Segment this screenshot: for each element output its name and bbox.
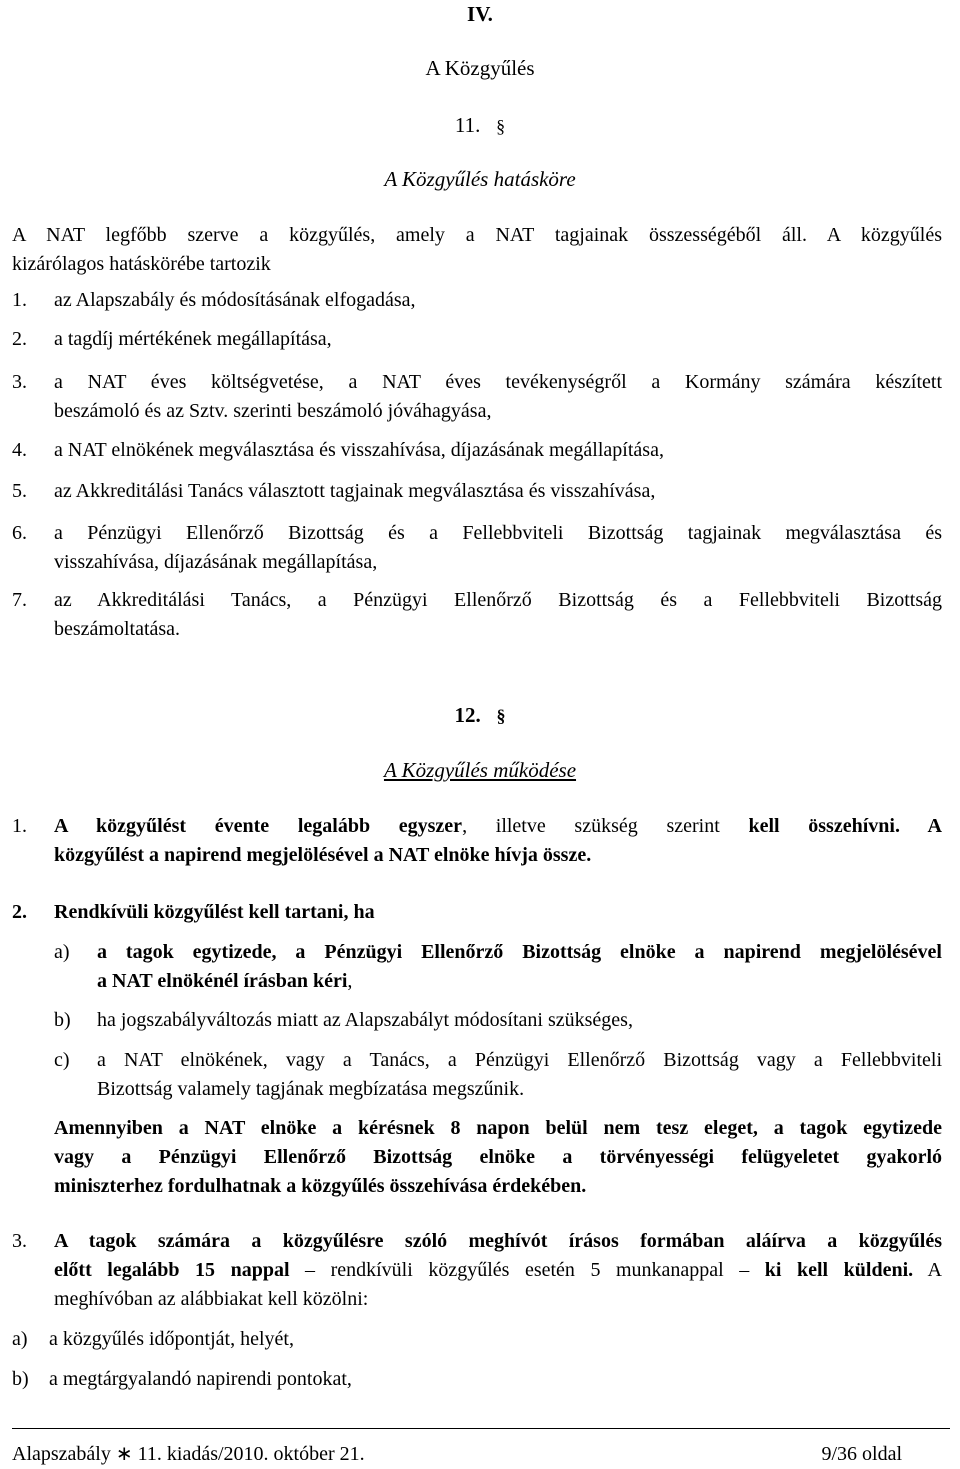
section-sign-icon: §	[496, 706, 506, 726]
section-sign-icon: §	[496, 116, 506, 136]
paragraph-2-bold-line1: Amennyiben a NAT elnöke a kérésnek 8 napon belül nem tesz eleget, a tagok egytizede	[54, 1117, 942, 1139]
section-11-heading	[0, 112, 960, 139]
item-number: 3.	[12, 371, 27, 393]
section-12-title: A Közgyűlés működése	[383, 758, 577, 782]
item-number: 1.	[12, 289, 27, 311]
footer-document-name: Alapszabály	[12, 1443, 111, 1465]
item-text: az Alapszabály és módosításának elfogadása,	[54, 289, 416, 311]
sub-item	[12, 1365, 942, 1395]
footer-edition: 11. kiadás/2010. október 21.	[137, 1443, 365, 1465]
list-item	[12, 286, 954, 316]
section-12-heading	[0, 702, 960, 729]
sub-item-label: b)	[12, 1368, 29, 1390]
section-11-number: 11.	[454, 113, 481, 137]
section-12-number: 12.	[454, 703, 481, 727]
paragraph-2-bold-line2: vagy a Pénzügyi Ellenőrző Bizottság elnöke a törvényességi felügyeletet gyakorló	[54, 1146, 942, 1168]
sub-item-label: a)	[12, 1328, 28, 1350]
sub-item	[54, 1006, 942, 1036]
paragraph-2-bold-line3: miniszterhez fordulhatnak a közgyűlés összehívása érdekében.	[54, 1175, 587, 1197]
section-11-intro-line1: A NAT legfőbb szerve a közgyűlés, amely a NAT tagjainak összességéből áll. A közgyűlés	[12, 224, 942, 246]
paragraph-3-line3: meghívóban az alábbiakat kell közölni:	[54, 1288, 369, 1310]
paragraph-number: 3.	[12, 1230, 27, 1252]
paragraph-1	[12, 812, 954, 872]
sub-item	[54, 1046, 942, 1106]
item-text: az Akkreditálási Tanács választott tagjainak megválasztása és visszahívása,	[54, 480, 656, 502]
item-text-line1: a NAT éves költségvetése, a NAT éves tevékenységről a Kormány számára készített	[54, 371, 942, 393]
item-text: a tagdíj mértékének megállapítása,	[54, 328, 332, 350]
paragraph-3-line1: A tagok számára a közgyűlésre szóló meghívót írásos formában aláírva a közgyűlés	[54, 1230, 942, 1252]
list-item	[12, 436, 954, 466]
sub-item	[12, 1325, 942, 1355]
bold-segment: előtt legalább 15 nappal	[54, 1259, 290, 1281]
list-item	[12, 519, 954, 579]
item-number: 2.	[12, 328, 27, 350]
bold-segment: ki kell küldeni.	[764, 1259, 914, 1281]
sub-item-label: b)	[54, 1009, 71, 1031]
item-number: 5.	[12, 480, 27, 502]
sub-item-text: a megtárgyalandó napirendi pontokat,	[49, 1368, 352, 1390]
paragraph-1-line2: közgyűlést a napirend megjelölésével a NAT elnöke hívja össze.	[54, 844, 592, 866]
plain-segment: ,	[347, 970, 353, 992]
list-item	[12, 325, 954, 355]
sub-item-line2: Bizottság valamely tagjának megbízatása megszűnik.	[97, 1078, 525, 1100]
star-icon: ∗	[115, 1443, 133, 1465]
paragraph-3	[12, 1227, 954, 1317]
bold-segment: A	[899, 815, 943, 837]
plain-segment: A	[913, 1259, 942, 1281]
plain-segment: , illetve szükség szerint	[462, 815, 749, 837]
item-text-line2: beszámoló és az Sztv. szerinti beszámoló jóváhagyása,	[54, 400, 492, 422]
footer-divider	[12, 1428, 950, 1429]
paragraph-1-line1	[54, 812, 942, 841]
plain-segment: – rendkívüli közgyűlés esetén 5 munkanappal –	[289, 1259, 765, 1281]
item-text-line1: az Akkreditálási Tanács, a Pénzügyi Ellenőrző Bizottság és a Fellebbviteli Bizottság	[54, 589, 942, 611]
paragraph-number: 2.	[12, 901, 27, 923]
paragraph-number: 1.	[12, 815, 27, 837]
sub-item-label: a)	[54, 941, 70, 963]
bold-segment: kell összehívni.	[748, 815, 900, 837]
paragraph-2-text: Rendkívüli közgyűlést kell tartani, ha	[54, 901, 375, 923]
bold-segment: a NAT elnökénél írásban kéri	[97, 970, 348, 992]
section-11-intro-line2: kizárólagos hatáskörébe tartozik	[12, 253, 271, 275]
footer-page-number: 9/36 oldal	[821, 1443, 902, 1465]
paragraph-3-line2	[54, 1256, 942, 1285]
item-text-line2: beszámoltatása.	[54, 618, 181, 640]
sub-item-line1: a tagok egytizede, a Pénzügyi Ellenőrző Bizottság elnöke a napirend megjelölésével	[97, 941, 942, 963]
sub-item	[54, 938, 942, 998]
sub-item-line1: a NAT elnökének, vagy a Tanács, a Pénzügyi Ellenőrző Bizottság vagy a Fellebbviteli	[97, 1049, 942, 1071]
bold-segment: A közgyűlést évente legalább egyszer	[54, 815, 463, 837]
list-item	[12, 477, 954, 507]
sub-item-label: c)	[54, 1049, 70, 1071]
footer-left	[12, 1441, 365, 1467]
sub-item-text: ha jogszabályváltozás miatt az Alapszabályt módosítani szükséges,	[97, 1009, 633, 1031]
item-number: 4.	[12, 439, 27, 461]
sub-item-line2	[97, 967, 942, 996]
list-item	[12, 368, 954, 428]
item-number: 7.	[12, 589, 27, 611]
sub-item-text: a közgyűlés időpontját, helyét,	[49, 1328, 294, 1350]
item-text-line2: visszahívása, díjazásának megállapítása,	[54, 551, 378, 573]
item-number: 6.	[12, 522, 27, 544]
section-11-title: A Közgyűlés hatásköre	[384, 167, 576, 191]
chapter-title: A Közgyűlés	[425, 56, 535, 80]
paragraph-2	[12, 898, 954, 928]
chapter-number: IV.	[467, 2, 493, 26]
item-text: a NAT elnökének megválasztása és visszahívása, díjazásának megállapítása,	[54, 439, 664, 461]
item-text-line1: a Pénzügyi Ellenőrző Bizottság és a Fellebbviteli Bizottság tagjainak megválasztása és	[54, 522, 942, 544]
list-item	[12, 586, 954, 646]
